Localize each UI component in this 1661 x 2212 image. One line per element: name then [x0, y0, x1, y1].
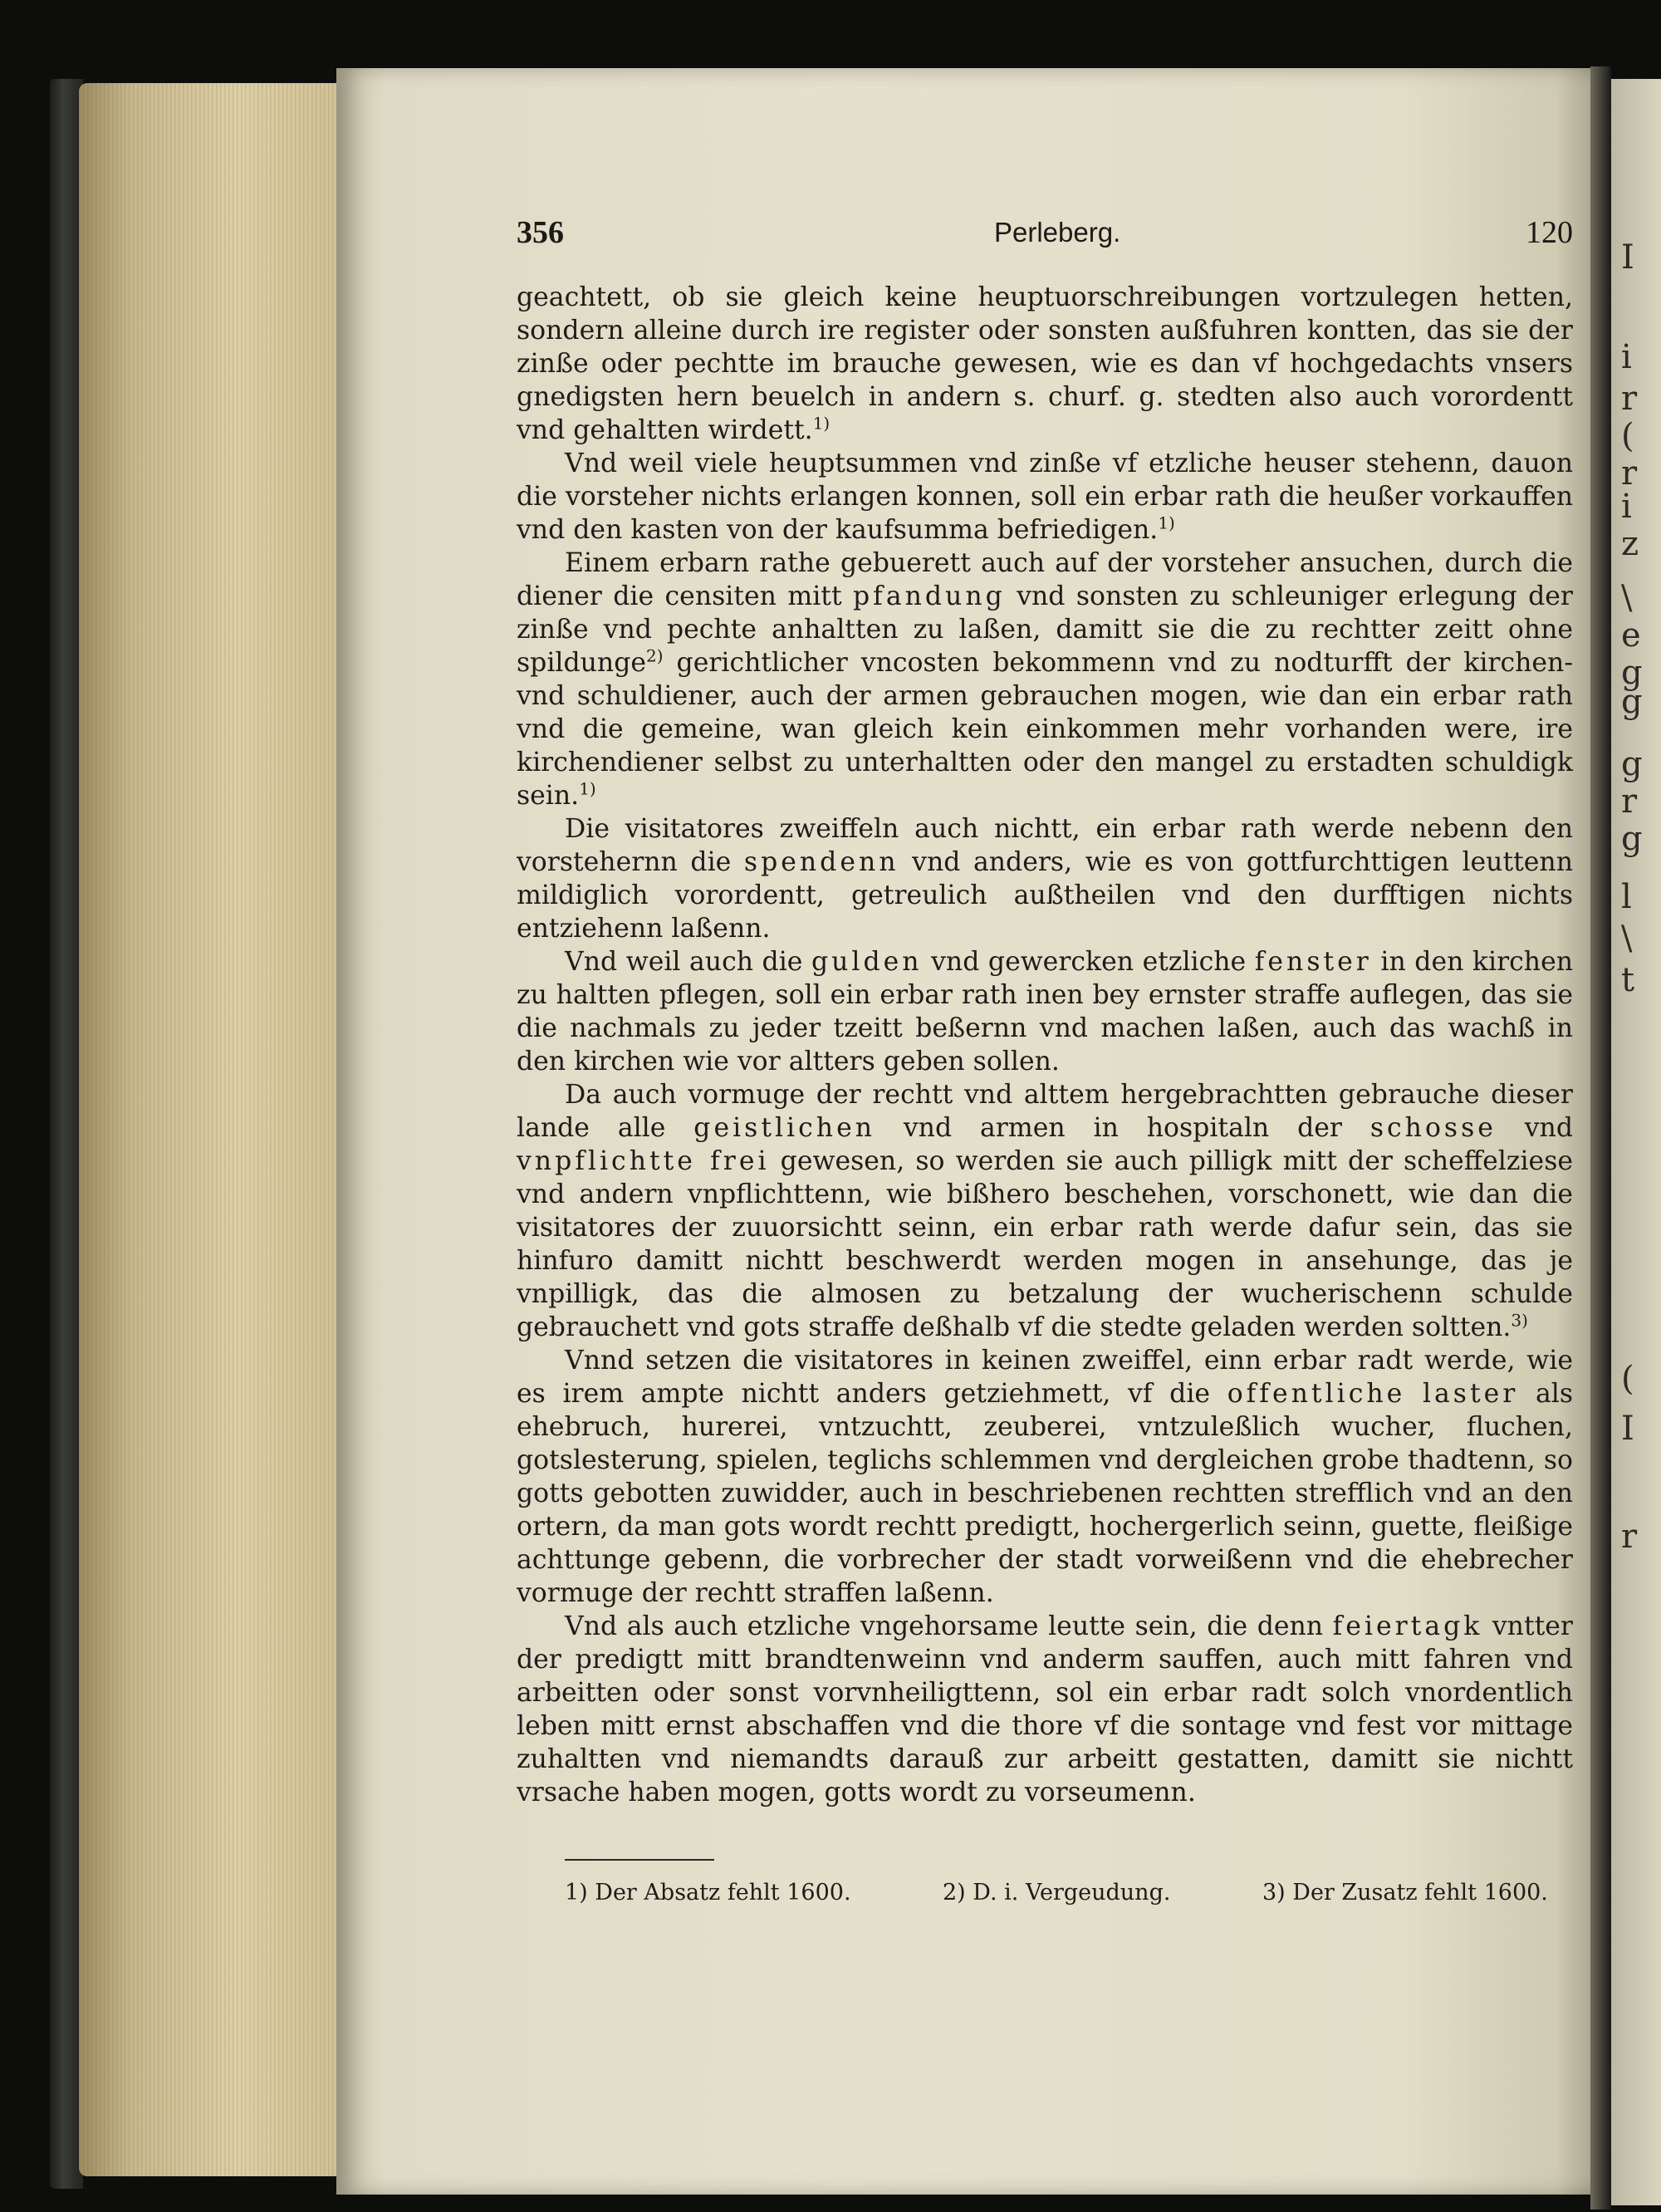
facing-page-letter: r [1621, 380, 1638, 418]
facing-page-letter: i [1621, 338, 1632, 376]
text-line: geachtett, ob sie gleich keine heuptuorschreibungen vortzulegen hetten, [517, 282, 1573, 312]
book-cover-edge [50, 79, 83, 2189]
book-gutter [1590, 66, 1611, 2210]
paragraph [517, 945, 1573, 1078]
text-line: dauon die vorsteher nichts erlangen konnen, soll ein erbar rath die heußer [517, 449, 1573, 512]
facing-page-letter: g [1621, 654, 1643, 692]
spaced-term: feiertagk [1332, 1611, 1483, 1641]
spaced-term: laster [1422, 1379, 1519, 1409]
facing-page-letter: g [1621, 683, 1643, 721]
facing-page-letter: z [1621, 525, 1639, 563]
footnote: 1) Der Absatz fehlt 1600. [565, 1880, 851, 1905]
spaced-term: spendenn [743, 847, 899, 877]
facing-page-letter: I [1621, 238, 1634, 277]
facing-page-letter: r [1621, 1518, 1638, 1556]
facing-page-letter: t [1621, 961, 1635, 999]
text-line: vnsers gnedigsten hern beuelch in andern s. churf. g. stedten also auch [517, 349, 1573, 412]
facing-page-letter: ( [1621, 1360, 1634, 1398]
text-line: der zinße oder pechtte im brauche gewesen, wie es dan vf hochgedachts [517, 316, 1573, 379]
footnote-rule [565, 1859, 714, 1861]
running-head [517, 214, 1573, 256]
text-run: gerichtlicher vncosten bekommenn vnd zu nodturfft der kirchen- vnd schuldiener, auch der armen gebrauchen mogen, wie dan ein erbar rath vnd die gemeine, wan gleich kein einkommen mehr vorhanden were, ire kirchendiener selbst zu unterhaltten oder den mangel zu erstadten schuldigk sein. [517, 648, 1573, 811]
running-title: Perleberg. [994, 217, 1121, 248]
footnote: 2) D. i. Vergeudung. [943, 1880, 1171, 1905]
paragraph [517, 1078, 1573, 1344]
spaced-term: pfandung [853, 581, 1006, 611]
footnote-ref: 1) [812, 413, 830, 434]
spaced-term: fenster [1254, 947, 1372, 977]
text-line: vorordentt vnd gehaltten wirdett. [517, 382, 1574, 445]
facing-page-letter: i [1621, 488, 1632, 526]
facing-page-letter: ( [1621, 417, 1634, 455]
text-line: Vnd weil viele heuptsummen vnd zinße vf etzliche heuser stehenn, [565, 449, 1480, 478]
text-run: Vnd weil auch die [565, 947, 811, 977]
text-run: Einem erbarn rathe gebuerett auch auf der vorsteher ansuchen, durch die diener die censiten mitt [517, 548, 1573, 611]
text-run: vnd gewercken etzliche [922, 947, 1255, 977]
spaced-term: offentliche [1227, 1379, 1406, 1409]
spaced-term: geistlichen [693, 1113, 875, 1143]
paragraph [517, 1344, 1573, 1610]
text-run: Vnnd setzen die visitatores in keinen zweiffel, einn erbar radt werde, wie es irem ampte nichtt anders getziehmett, vf die [517, 1346, 1573, 1409]
footnote: 3) Der Zusatz fehlt 1600. [1262, 1880, 1548, 1905]
page-number: 356 [517, 215, 564, 250]
paragraph [517, 812, 1573, 945]
spaced-term: gulden [811, 947, 923, 977]
text-run: Die visitatores zweiffeln auch nichtt, ein erbar rath werde nebenn den vorstehernn die [517, 814, 1573, 877]
facing-page-letter: r [1621, 454, 1638, 493]
text-run: vnd armen in hospitaln der [875, 1113, 1370, 1143]
text-run: in den kirchen zu haltten pflegen, soll ein erbar rath inen bey ernster straffe auflegen, das sie die nachmals zu jeder tzeitt beßernn vnd machen laßen, auch das wachß in den kirchen wie vor altters geben sollen. [517, 947, 1573, 1077]
footnote-ref: 1) [1158, 513, 1175, 533]
text-run: Vnd als auch etzliche vngehorsame leutte sein, die denn [565, 1611, 1333, 1641]
facing-page-letter: r [1621, 782, 1638, 821]
paragraph [517, 547, 1573, 812]
page-edges [79, 83, 345, 2176]
text-run: vntter der predigtt mitt brandtenweinn vnd anderm sauffen, auch mitt fahren vnd arbeitten oder sonst vorvnheiligttenn, sol ein erbar radt solch vnordentlich leben mitt ernst abschaffen vnd die thore vf die sontage vnd fest vor mittage zuhaltten vnd niemandts darauß zur arbeitt gestatten, damitt sie nichtt vrsache haben mogen, gotts wordt zu vorseumenn. [517, 1611, 1573, 1807]
text-run: vnd sonsten zu schleuniger erlegung der zinße vnd pechte anhaltten zu laßen, damitt sie die zu rechtter zeitt ohne spildunge [517, 581, 1573, 678]
facing-page-letter: l [1621, 878, 1632, 916]
footnotes [565, 1880, 1561, 1916]
text-line: vorkauffen vnd den kasten von der kaufsumma befriedigen. [517, 482, 1573, 545]
footnote-ref: 1) [579, 778, 596, 799]
paragraph [517, 447, 1573, 547]
facing-page-letter: g [1621, 820, 1643, 858]
footnote-ref: 2) [646, 645, 664, 666]
text-line: sondern alleine durch ire register oder sonsten außfuhren kontten, das sie [517, 316, 1519, 346]
text-run: vnd anders, wie es von gottfurchttigen leuttenn mildiglich vorordentt, getreulich außtheilen vnd den durfftigen nichts entziehenn laßenn. [517, 847, 1573, 944]
text-run: gewesen, so werden sie auch pilligk mitt der scheffelziese vnd andern vnpflichttenn, wie bißhero beschehen, vorschonett, wie dan die visitatores der zuuorsichtt seinn, ein erbar rath werde dafur sein, das sie hinfuro damitt nichtt beschwerdt werden mogen in ansehunge, das je vnpilligk, das die almosen zu betzalung der wucherischenn schulde gebrauchett vnd gots straffe deßhalb vf die stedte geladen werden soltten. [517, 1146, 1573, 1342]
spaced-term: schosse [1369, 1113, 1497, 1143]
facing-page-letter: I [1621, 1410, 1634, 1448]
section-number: 120 [1526, 215, 1573, 250]
paragraph [517, 1610, 1573, 1809]
spaced-term: vnpflichtte frei [517, 1146, 770, 1176]
facing-page-letter: g [1621, 745, 1643, 783]
text-run [1405, 1379, 1423, 1409]
facing-page-letter: \ [1621, 920, 1633, 958]
text-run: als ehebruch, hurerei, vntzuchtt, zeuberei, vntzuleßlich wucher, fluchen, gotslesterung, spielen, teglichs schlemmen vnd dergleichen grobe thadtenn, so gotts gebotten zuwidder, auch in beschriebenen rechtten strefflich vnd an den ortern, da man gots wordt rechtt predigtt, hochergerlich seinn, guette, fleißige achttunge gebenn, die vorbrecher der stadt vorweißenn vnd die ehebrecher vormuge der rechtt straffen laßenn. [517, 1379, 1573, 1608]
body-text [517, 281, 1573, 1809]
text-run: Da auch vormuge der rechtt vnd alttem hergebrachtten gebrauche dieser lande alle [517, 1080, 1573, 1143]
paragraph [517, 281, 1573, 447]
facing-page-letter: e [1621, 616, 1641, 655]
facing-page-letter: \ [1621, 579, 1633, 617]
text-run: vnd [1496, 1113, 1573, 1143]
footnote-ref: 3) [1511, 1310, 1528, 1331]
facing-page-edge [1611, 79, 1661, 2205]
